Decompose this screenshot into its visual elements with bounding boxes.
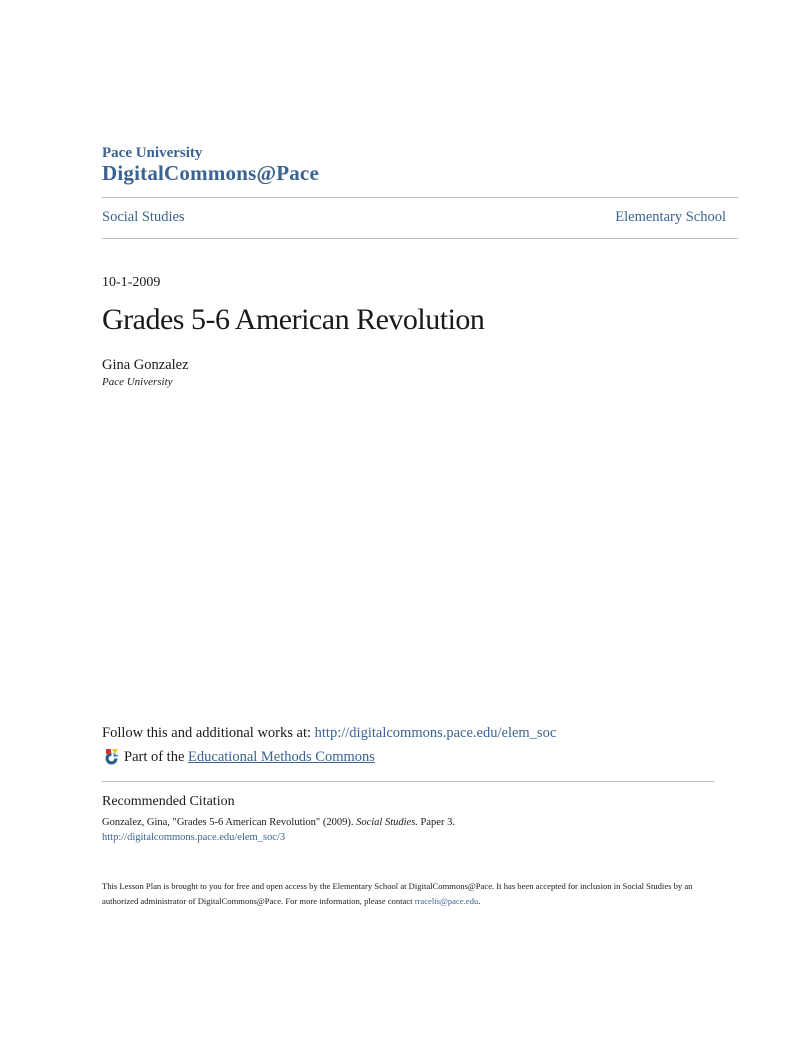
access-statement [102, 879, 722, 909]
divider-nav [102, 238, 738, 239]
document-title: Grades 5-6 American Revolution [102, 303, 485, 336]
citation-url-link[interactable]: http://digitalcommons.pace.edu/elem_soc/3 [102, 832, 286, 843]
university-name: Pace University [102, 145, 203, 161]
part-of-label: Part of the [124, 749, 185, 765]
citation-text [102, 817, 455, 828]
citation-suffix: Paper 3. [420, 817, 455, 828]
divider-top [102, 197, 738, 198]
follow-label: Follow this and additional works at: [102, 725, 312, 741]
author-affiliation: Pace University [102, 376, 173, 388]
citation-journal: Social Studies. [356, 817, 418, 828]
bepress-commons-icon [102, 748, 121, 767]
series-link[interactable]: Social Studies [102, 209, 185, 225]
divider-citation [102, 781, 714, 782]
contact-email-link[interactable]: rracelis@pace.edu [414, 896, 479, 906]
follow-url-link[interactable]: http://digitalcommons.pace.edu/elem_soc [314, 725, 557, 741]
period: . [478, 896, 481, 906]
institution-link[interactable]: Elementary School [615, 209, 726, 225]
repository-name[interactable]: DigitalCommons@Pace [102, 161, 319, 185]
educational-methods-commons-link[interactable]: Educational Methods Commons [188, 749, 375, 765]
part-of-line [102, 748, 375, 767]
citation-prefix: Gonzalez, Gina, "Grades 5-6 American Revolution" (2009). [102, 817, 354, 828]
access-statement-text: This Lesson Plan is brought to you for free and open access by the Elementary School at DigitalCommons@Pace. It has been accepted for inclusion in Social Studies by an authorized administrator of DigitalCommons@Pace. For more information, please contact [102, 881, 693, 906]
author-name: Gina Gonzalez [102, 357, 189, 373]
follow-line [102, 725, 556, 742]
citation-heading: Recommended Citation [102, 794, 235, 809]
publication-date: 10-1-2009 [102, 275, 161, 290]
